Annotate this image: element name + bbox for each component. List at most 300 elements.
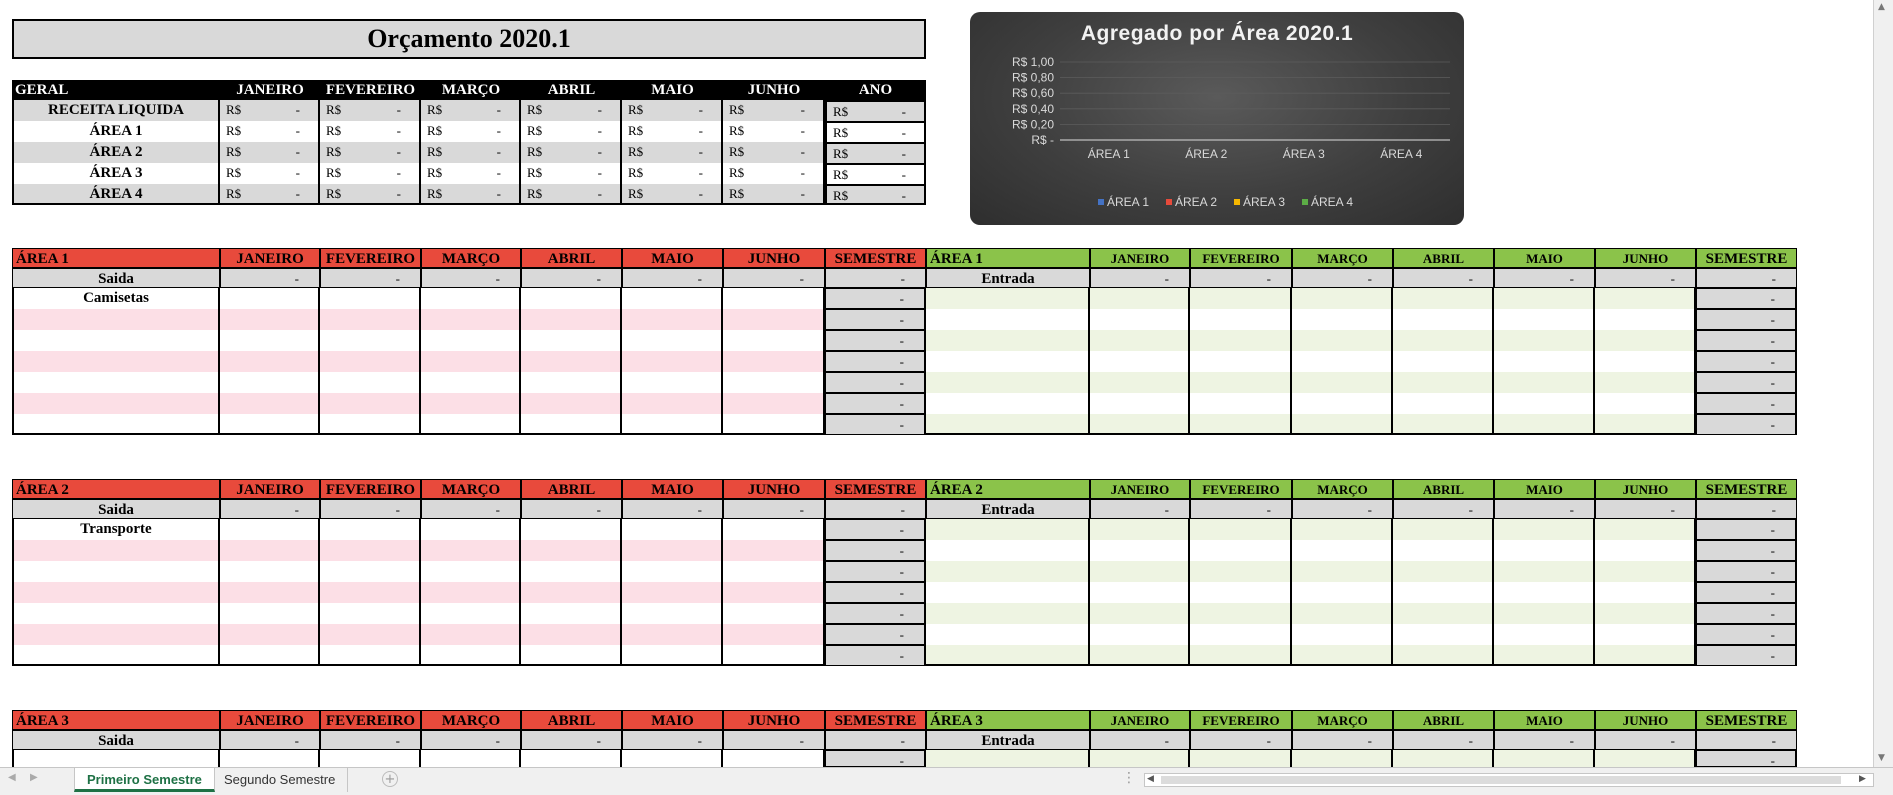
expense-entry-cell[interactable]	[723, 561, 825, 582]
income-entry-cell[interactable]	[1595, 624, 1696, 645]
expense-total-cell[interactable]: -	[220, 499, 320, 519]
income-entry-cell[interactable]	[1190, 309, 1292, 330]
income-entry-cell[interactable]	[1090, 603, 1190, 624]
summary-value-cell[interactable]	[825, 163, 926, 184]
income-entry-cell[interactable]	[1393, 750, 1494, 767]
expense-total-cell[interactable]: -	[521, 499, 622, 519]
summary-value-cell[interactable]	[220, 142, 320, 163]
expense-entry-cell[interactable]	[521, 582, 622, 603]
summary-value-cell[interactable]	[521, 163, 622, 184]
expense-total-cell[interactable]: -	[622, 499, 723, 519]
expense-entry-cell[interactable]	[220, 561, 320, 582]
expense-entry-cell[interactable]	[220, 351, 320, 372]
income-entry-cell[interactable]	[1595, 519, 1696, 540]
expense-total-cell[interactable]: -	[825, 499, 926, 519]
income-entry-cell[interactable]	[1494, 582, 1595, 603]
income-semester-cell[interactable]: -	[1696, 540, 1797, 561]
income-entry-cell[interactable]	[1292, 540, 1393, 561]
expense-entry-cell[interactable]	[521, 309, 622, 330]
income-entry-cell[interactable]	[1090, 561, 1190, 582]
expense-entry-cell[interactable]	[521, 561, 622, 582]
expense-total-cell[interactable]: -	[220, 268, 320, 288]
expense-entry-cell[interactable]	[521, 624, 622, 645]
income-entry-cell[interactable]	[1190, 561, 1292, 582]
expense-entry-cell[interactable]	[723, 750, 825, 767]
income-entry-cell[interactable]	[1190, 645, 1292, 666]
income-entry-cell[interactable]	[1494, 540, 1595, 561]
income-total-cell[interactable]: -	[1595, 730, 1696, 750]
income-total-cell[interactable]: -	[1190, 730, 1292, 750]
expense-entry-cell[interactable]	[220, 624, 320, 645]
income-entry-cell[interactable]	[1494, 624, 1595, 645]
expense-entry-cell[interactable]	[320, 393, 421, 414]
income-entry-cell[interactable]	[1595, 351, 1696, 372]
income-total-cell[interactable]: -	[1494, 268, 1595, 288]
income-entry-cell[interactable]	[1292, 288, 1393, 309]
expense-total-cell[interactable]: -	[723, 499, 825, 519]
income-entry-cell[interactable]	[1494, 519, 1595, 540]
summary-value-cell[interactable]	[723, 142, 825, 163]
expense-total-cell[interactable]: -	[421, 730, 521, 750]
expense-entry-cell[interactable]	[521, 351, 622, 372]
expense-entry-cell[interactable]	[220, 582, 320, 603]
expense-entry-cell[interactable]	[521, 540, 622, 561]
income-semester-cell[interactable]: -	[1696, 561, 1797, 582]
income-entry-cell[interactable]	[1393, 519, 1494, 540]
summary-value-cell[interactable]	[421, 142, 521, 163]
income-entry-cell[interactable]	[926, 750, 1090, 767]
expense-entry-cell[interactable]	[521, 645, 622, 666]
summary-value-cell[interactable]	[825, 142, 926, 163]
expense-entry-cell[interactable]	[521, 519, 622, 540]
expense-entry-cell[interactable]	[622, 582, 723, 603]
expense-entry-cell[interactable]	[320, 519, 421, 540]
summary-value-cell[interactable]	[220, 100, 320, 121]
expense-total-cell[interactable]: -	[723, 268, 825, 288]
expense-entry-cell[interactable]	[622, 603, 723, 624]
income-entry-cell[interactable]	[926, 414, 1090, 435]
income-entry-cell[interactable]	[1595, 582, 1696, 603]
expense-entry-cell[interactable]	[320, 624, 421, 645]
income-entry-cell[interactable]	[1393, 351, 1494, 372]
expense-entry-cell[interactable]	[622, 288, 723, 309]
expense-entry-cell[interactable]	[421, 603, 521, 624]
income-total-cell[interactable]: -	[1292, 499, 1393, 519]
income-entry-cell[interactable]	[1494, 750, 1595, 767]
tab-scroll-right-icon[interactable]: ▶	[30, 772, 38, 783]
expense-entry-cell[interactable]	[622, 309, 723, 330]
expense-entry-cell[interactable]	[12, 750, 220, 767]
income-entry-cell[interactable]	[1595, 603, 1696, 624]
expense-semester-cell[interactable]: -	[825, 603, 926, 624]
expense-entry-cell[interactable]	[622, 393, 723, 414]
income-entry-cell[interactable]	[1393, 393, 1494, 414]
income-entry-cell[interactable]	[1292, 330, 1393, 351]
scroll-left-icon[interactable]: ◀	[1147, 774, 1154, 784]
expense-total-cell[interactable]: -	[825, 730, 926, 750]
expense-entry-cell[interactable]	[421, 330, 521, 351]
income-entry-cell[interactable]	[1393, 288, 1494, 309]
income-total-cell[interactable]: -	[1595, 268, 1696, 288]
income-entry-cell[interactable]	[1292, 561, 1393, 582]
expense-entry-cell[interactable]	[421, 288, 521, 309]
income-entry-cell[interactable]	[1090, 288, 1190, 309]
income-entry-cell[interactable]	[926, 645, 1090, 666]
expense-entry-cell[interactable]	[220, 288, 320, 309]
income-entry-cell[interactable]	[926, 288, 1090, 309]
income-entry-cell[interactable]	[1595, 372, 1696, 393]
expense-entry-cell[interactable]	[723, 309, 825, 330]
income-semester-cell[interactable]: -	[1696, 582, 1797, 603]
expense-entry-cell[interactable]	[723, 393, 825, 414]
summary-value-cell[interactable]	[723, 163, 825, 184]
income-entry-cell[interactable]	[1393, 540, 1494, 561]
income-entry-cell[interactable]	[1494, 393, 1595, 414]
income-semester-cell[interactable]: -	[1696, 372, 1797, 393]
income-entry-cell[interactable]	[1190, 540, 1292, 561]
summary-value-cell[interactable]	[220, 184, 320, 205]
scroll-thumb[interactable]	[1161, 776, 1841, 784]
expense-entry-cell[interactable]	[220, 330, 320, 351]
expense-entry-cell[interactable]	[622, 624, 723, 645]
income-entry-cell[interactable]	[1090, 393, 1190, 414]
income-semester-cell[interactable]: -	[1696, 519, 1797, 540]
summary-value-cell[interactable]	[320, 100, 421, 121]
income-entry-cell[interactable]	[1494, 288, 1595, 309]
summary-value-cell[interactable]	[421, 121, 521, 142]
income-entry-cell[interactable]	[1090, 645, 1190, 666]
expense-entry-cell[interactable]	[220, 750, 320, 767]
expense-entry-cell[interactable]	[421, 351, 521, 372]
expense-entry-cell[interactable]	[723, 288, 825, 309]
expense-entry-cell[interactable]	[220, 393, 320, 414]
income-semester-cell[interactable]: -	[1696, 750, 1797, 767]
income-total-cell[interactable]: -	[1190, 268, 1292, 288]
expense-entry-cell[interactable]	[723, 624, 825, 645]
summary-value-cell[interactable]	[622, 142, 723, 163]
income-semester-cell[interactable]: -	[1696, 645, 1797, 666]
expense-entry-cell[interactable]	[320, 330, 421, 351]
expense-entry-cell[interactable]	[320, 603, 421, 624]
income-entry-cell[interactable]	[1090, 372, 1190, 393]
expense-entry-cell[interactable]	[723, 603, 825, 624]
income-entry-cell[interactable]	[1595, 645, 1696, 666]
expense-entry-cell[interactable]	[12, 372, 220, 393]
expense-entry-cell[interactable]	[723, 414, 825, 435]
income-entry-cell[interactable]	[926, 309, 1090, 330]
expense-total-cell[interactable]: -	[622, 730, 723, 750]
income-entry-cell[interactable]	[926, 603, 1090, 624]
expense-semester-cell[interactable]: -	[825, 414, 926, 435]
summary-value-cell[interactable]	[622, 100, 723, 121]
summary-value-cell[interactable]	[421, 100, 521, 121]
expense-entry-cell[interactable]	[12, 582, 220, 603]
expense-entry-cell[interactable]	[421, 393, 521, 414]
income-entry-cell[interactable]	[1190, 393, 1292, 414]
expense-entry-cell[interactable]	[320, 309, 421, 330]
summary-value-cell[interactable]	[723, 121, 825, 142]
income-semester-cell[interactable]: -	[1696, 393, 1797, 414]
income-entry-cell[interactable]	[1190, 582, 1292, 603]
expense-total-cell[interactable]: -	[320, 730, 421, 750]
income-entry-cell[interactable]	[1595, 750, 1696, 767]
expense-semester-cell[interactable]: -	[825, 624, 926, 645]
income-entry-cell[interactable]	[1393, 309, 1494, 330]
income-entry-cell[interactable]	[1292, 750, 1393, 767]
expense-entry-cell[interactable]	[320, 645, 421, 666]
expense-entry-cell[interactable]	[320, 351, 421, 372]
income-entry-cell[interactable]	[1190, 372, 1292, 393]
expense-entry-cell[interactable]	[320, 288, 421, 309]
income-total-cell[interactable]: -	[1090, 499, 1190, 519]
income-entry-cell[interactable]	[1190, 750, 1292, 767]
expense-total-cell[interactable]: -	[421, 499, 521, 519]
income-entry-cell[interactable]	[1393, 582, 1494, 603]
expense-total-cell[interactable]: -	[421, 268, 521, 288]
expense-entry-cell[interactable]	[220, 519, 320, 540]
expense-entry-cell[interactable]	[521, 288, 622, 309]
summary-value-cell[interactable]	[622, 184, 723, 205]
income-entry-cell[interactable]	[1090, 330, 1190, 351]
income-semester-cell[interactable]: -	[1696, 330, 1797, 351]
income-semester-cell[interactable]: -	[1696, 414, 1797, 435]
income-entry-cell[interactable]	[926, 561, 1090, 582]
expense-entry-cell[interactable]	[421, 309, 521, 330]
income-entry-cell[interactable]	[926, 519, 1090, 540]
expense-total-cell[interactable]: -	[320, 268, 421, 288]
summary-value-cell[interactable]	[825, 100, 926, 121]
summary-value-cell[interactable]	[320, 121, 421, 142]
income-entry-cell[interactable]	[1090, 750, 1190, 767]
income-total-cell[interactable]: -	[1494, 499, 1595, 519]
income-entry-cell[interactable]	[1292, 351, 1393, 372]
expense-entry-cell[interactable]	[622, 645, 723, 666]
income-entry-cell[interactable]	[1393, 603, 1494, 624]
income-entry-cell[interactable]	[1393, 561, 1494, 582]
expense-entry-cell[interactable]	[12, 603, 220, 624]
tab-primeiro-semestre[interactable]	[74, 768, 215, 792]
income-entry-cell[interactable]	[1595, 414, 1696, 435]
summary-value-cell[interactable]	[421, 163, 521, 184]
expense-entry-cell[interactable]	[622, 330, 723, 351]
summary-value-cell[interactable]	[521, 142, 622, 163]
income-entry-cell[interactable]	[1090, 519, 1190, 540]
income-semester-cell[interactable]: -	[1696, 603, 1797, 624]
expense-entry-cell[interactable]	[12, 645, 220, 666]
income-entry-cell[interactable]	[1190, 624, 1292, 645]
income-total-cell[interactable]: -	[1393, 499, 1494, 519]
income-entry-cell[interactable]	[1393, 372, 1494, 393]
income-entry-cell[interactable]	[1090, 582, 1190, 603]
expense-entry-cell[interactable]	[622, 750, 723, 767]
expense-entry-cell[interactable]	[622, 519, 723, 540]
income-entry-cell[interactable]	[1090, 540, 1190, 561]
income-total-cell[interactable]: -	[1595, 499, 1696, 519]
income-entry-cell[interactable]	[1090, 624, 1190, 645]
income-entry-cell[interactable]	[1292, 624, 1393, 645]
summary-value-cell[interactable]	[220, 121, 320, 142]
income-semester-cell[interactable]: -	[1696, 288, 1797, 309]
income-entry-cell[interactable]	[1190, 351, 1292, 372]
income-entry-cell[interactable]	[1393, 645, 1494, 666]
expense-entry-cell[interactable]	[421, 645, 521, 666]
expense-semester-cell[interactable]: -	[825, 351, 926, 372]
expense-entry-cell[interactable]	[220, 309, 320, 330]
income-entry-cell[interactable]	[926, 540, 1090, 561]
tab-segundo-semestre[interactable]	[212, 768, 348, 792]
expense-entry-cell[interactable]	[622, 372, 723, 393]
income-entry-cell[interactable]	[1292, 582, 1393, 603]
expense-entry-cell[interactable]	[12, 393, 220, 414]
expense-entry-cell[interactable]	[521, 372, 622, 393]
expense-semester-cell[interactable]: -	[825, 309, 926, 330]
expense-entry-cell[interactable]	[12, 414, 220, 435]
summary-value-cell[interactable]	[622, 121, 723, 142]
expense-entry-cell[interactable]	[320, 372, 421, 393]
expense-semester-cell[interactable]: -	[825, 582, 926, 603]
income-entry-cell[interactable]	[1494, 561, 1595, 582]
income-total-cell[interactable]: -	[1393, 268, 1494, 288]
expense-entry-cell[interactable]	[12, 330, 220, 351]
income-entry-cell[interactable]	[926, 582, 1090, 603]
income-total-cell[interactable]: -	[1393, 730, 1494, 750]
expense-semester-cell[interactable]: -	[825, 288, 926, 309]
income-entry-cell[interactable]	[1595, 330, 1696, 351]
expense-entry-cell[interactable]	[421, 519, 521, 540]
expense-entry-cell[interactable]	[12, 309, 220, 330]
income-entry-cell[interactable]	[1494, 309, 1595, 330]
expense-entry-cell[interactable]	[723, 372, 825, 393]
income-entry-cell[interactable]	[1595, 540, 1696, 561]
income-entry-cell[interactable]	[926, 351, 1090, 372]
expense-entry-cell[interactable]	[421, 561, 521, 582]
income-semester-cell[interactable]: -	[1696, 351, 1797, 372]
expense-entry-cell[interactable]	[723, 330, 825, 351]
expense-entry-cell[interactable]	[521, 750, 622, 767]
income-entry-cell[interactable]	[1292, 645, 1393, 666]
income-entry-cell[interactable]	[926, 393, 1090, 414]
expense-entry-cell[interactable]	[12, 351, 220, 372]
summary-value-cell[interactable]	[723, 184, 825, 205]
income-total-cell[interactable]: -	[1292, 730, 1393, 750]
expense-entry-cell[interactable]	[421, 414, 521, 435]
income-entry-cell[interactable]	[1393, 330, 1494, 351]
expense-entry-cell[interactable]	[421, 540, 521, 561]
expense-entry-cell[interactable]	[521, 393, 622, 414]
income-entry-cell[interactable]	[1595, 288, 1696, 309]
expense-entry-cell[interactable]	[622, 540, 723, 561]
income-entry-cell[interactable]	[1494, 330, 1595, 351]
income-entry-cell[interactable]	[926, 330, 1090, 351]
income-entry-cell[interactable]	[1292, 603, 1393, 624]
income-entry-cell[interactable]	[1393, 624, 1494, 645]
income-entry-cell[interactable]	[1494, 645, 1595, 666]
expense-entry-cell[interactable]	[421, 750, 521, 767]
summary-value-cell[interactable]	[521, 121, 622, 142]
summary-value-cell[interactable]	[622, 163, 723, 184]
income-semester-cell[interactable]: -	[1696, 624, 1797, 645]
expense-total-cell[interactable]: -	[723, 730, 825, 750]
expense-entry-cell[interactable]	[421, 372, 521, 393]
expense-entry-cell[interactable]	[320, 561, 421, 582]
summary-value-cell[interactable]	[320, 184, 421, 205]
income-entry-cell[interactable]	[1494, 372, 1595, 393]
expense-semester-cell[interactable]: -	[825, 393, 926, 414]
horizontal-scrollbar[interactable]	[1144, 773, 1874, 787]
expense-semester-cell[interactable]: -	[825, 645, 926, 666]
expense-entry-cell[interactable]	[421, 582, 521, 603]
expense-entry-cell[interactable]	[723, 540, 825, 561]
summary-value-cell[interactable]	[421, 184, 521, 205]
income-entry-cell[interactable]	[1190, 414, 1292, 435]
income-entry-cell[interactable]	[1190, 519, 1292, 540]
expense-total-cell[interactable]: -	[521, 730, 622, 750]
income-entry-cell[interactable]	[1190, 330, 1292, 351]
expense-total-cell[interactable]: -	[622, 268, 723, 288]
vertical-scrollbar[interactable]	[1873, 0, 1893, 767]
expense-entry-cell[interactable]	[622, 351, 723, 372]
expense-entry-cell[interactable]	[12, 561, 220, 582]
expense-entry-cell[interactable]	[220, 645, 320, 666]
income-total-cell[interactable]: -	[1090, 730, 1190, 750]
income-entry-cell[interactable]	[1595, 393, 1696, 414]
expense-entry-cell[interactable]	[521, 414, 622, 435]
summary-value-cell[interactable]	[320, 142, 421, 163]
income-total-cell[interactable]: -	[1696, 730, 1797, 750]
income-entry-cell[interactable]	[1595, 561, 1696, 582]
income-entry-cell[interactable]	[1090, 414, 1190, 435]
expense-semester-cell[interactable]: -	[825, 540, 926, 561]
expense-total-cell[interactable]: -	[320, 499, 421, 519]
expense-entry-cell[interactable]	[220, 603, 320, 624]
income-total-cell[interactable]: -	[1190, 499, 1292, 519]
expense-entry-cell[interactable]	[320, 540, 421, 561]
expense-entry-cell[interactable]	[521, 330, 622, 351]
expense-semester-cell[interactable]: -	[825, 519, 926, 540]
expense-entry-cell[interactable]	[421, 624, 521, 645]
expense-total-cell[interactable]: -	[825, 268, 926, 288]
summary-value-cell[interactable]	[521, 100, 622, 121]
income-total-cell[interactable]: -	[1292, 268, 1393, 288]
income-entry-cell[interactable]	[926, 624, 1090, 645]
income-entry-cell[interactable]	[926, 372, 1090, 393]
expense-entry-cell[interactable]	[723, 519, 825, 540]
income-entry-cell[interactable]	[1292, 393, 1393, 414]
income-entry-cell[interactable]	[1393, 414, 1494, 435]
expense-entry-cell[interactable]	[521, 603, 622, 624]
income-entry-cell[interactable]	[1494, 603, 1595, 624]
income-entry-cell[interactable]	[1292, 414, 1393, 435]
income-total-cell[interactable]: -	[1494, 730, 1595, 750]
expense-semester-cell[interactable]: -	[825, 330, 926, 351]
scroll-up-icon[interactable]: ▲	[1878, 2, 1885, 12]
expense-semester-cell[interactable]: -	[825, 561, 926, 582]
tab-scroll-left-icon[interactable]: ◀	[8, 772, 16, 783]
expense-entry-cell[interactable]	[320, 582, 421, 603]
income-entry-cell[interactable]	[1190, 288, 1292, 309]
scroll-right-icon[interactable]: ▶	[1859, 774, 1866, 784]
income-entry-cell[interactable]	[1190, 603, 1292, 624]
income-entry-cell[interactable]	[1090, 309, 1190, 330]
income-entry-cell[interactable]	[1292, 519, 1393, 540]
expense-entry-cell[interactable]	[220, 540, 320, 561]
summary-value-cell[interactable]	[320, 163, 421, 184]
income-entry-cell[interactable]	[1090, 351, 1190, 372]
expense-entry-cell[interactable]	[320, 414, 421, 435]
expense-entry-cell[interactable]	[622, 414, 723, 435]
scroll-down-icon[interactable]: ▼	[1878, 753, 1885, 763]
add-sheet-icon[interactable]: +	[382, 771, 398, 787]
